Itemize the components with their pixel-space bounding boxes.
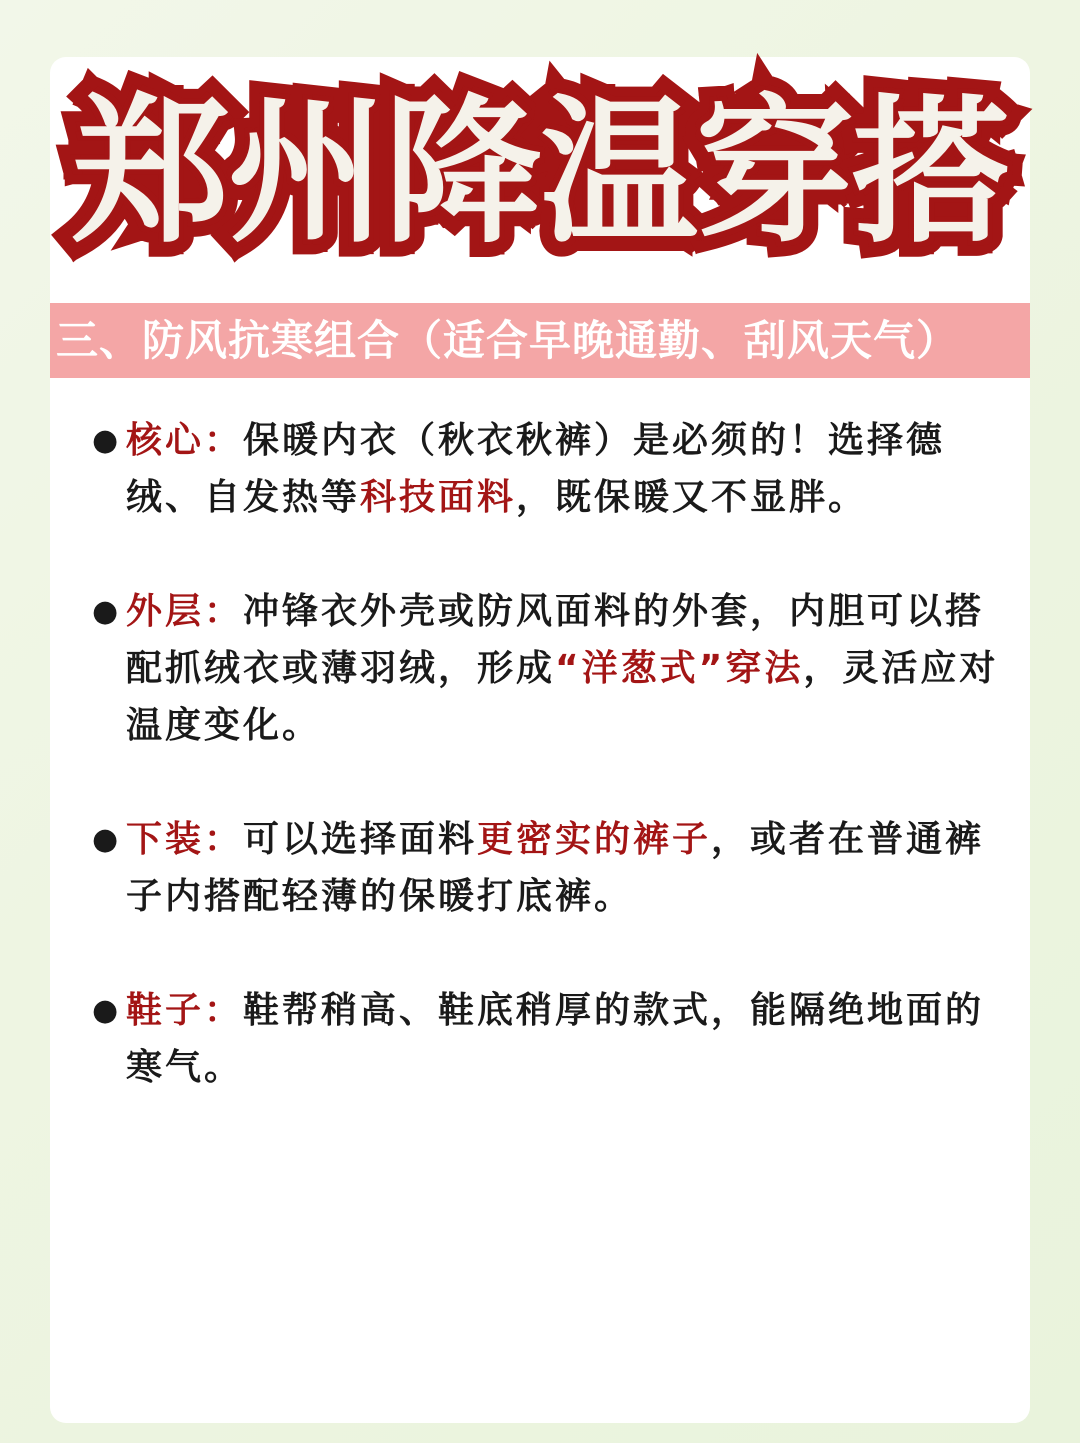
list-item-bottoms: [92, 811, 1002, 925]
page-title: 郑州降温穿搭: [72, 81, 1008, 265]
item-label: 下装：: [126, 819, 244, 860]
bullet-icon: ●: [92, 423, 122, 458]
bullet-icon: ●: [92, 993, 122, 1028]
item-highlight: “洋葱式”穿法: [555, 648, 804, 689]
item-label: 外层：: [126, 591, 244, 632]
section-banner: [50, 303, 1030, 378]
item-text: ，灵活应对温度变化。: [126, 648, 999, 746]
list-item-shoes: [92, 982, 1002, 1096]
list-item-outer: [92, 583, 1002, 754]
item-text: 可以选择面料: [243, 819, 478, 860]
item-label: 核心：: [126, 420, 244, 461]
tips-list: [92, 412, 1012, 1096]
item-highlight: 科技面料: [360, 477, 517, 518]
section-heading: 三、防风抗寒组合（适合早晚通勤、刮风天气）: [56, 316, 960, 365]
item-text: 保暖内衣（秋衣秋裤）是必须的！选择德绒、自发热等: [126, 420, 946, 518]
item-text: 冲锋衣外壳或防风面料的外套，内胆可以搭配抓绒衣或薄羽绒，形成: [126, 591, 985, 689]
item-text: 鞋帮稍高、鞋底稍厚的款式，能隔绝地面的寒气。: [126, 990, 985, 1088]
item-text: ，或者在普通裤子内搭配轻薄的保暖打底裤。: [126, 819, 985, 917]
bullet-icon: ●: [92, 822, 122, 857]
item-text: ，既保暖又不显胖。: [516, 477, 868, 518]
list-item-core: [92, 412, 1002, 526]
bullet-icon: ●: [92, 594, 122, 629]
item-highlight: 更密实的裤子: [477, 819, 712, 860]
item-label: 鞋子：: [126, 990, 244, 1031]
